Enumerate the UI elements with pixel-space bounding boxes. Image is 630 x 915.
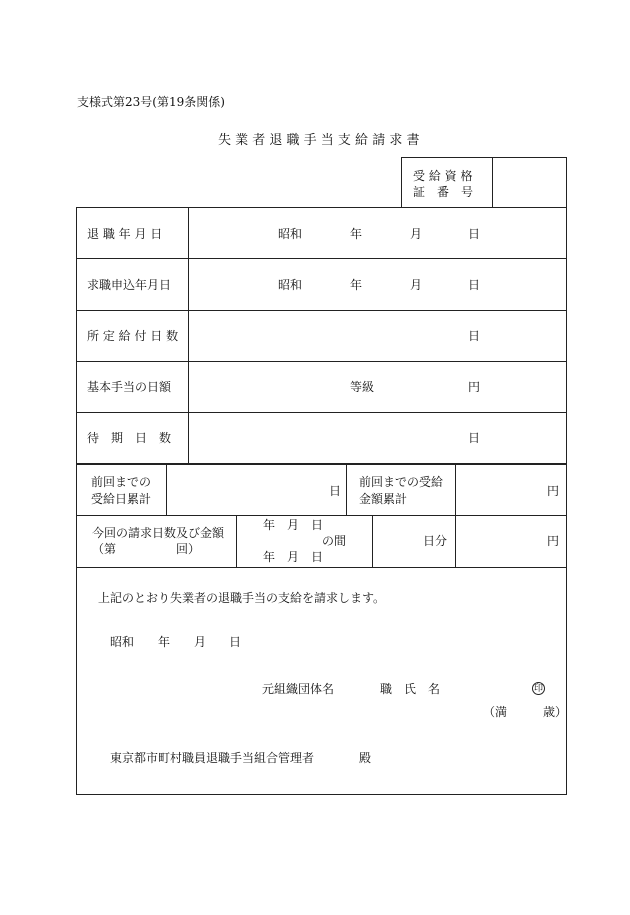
age-field[interactable]: （満 歳） bbox=[483, 705, 568, 719]
prev-amount-label-line2: 金額累計 bbox=[359, 492, 408, 506]
benefit-days-unit[interactable]: 日 bbox=[468, 329, 481, 343]
prev-divider bbox=[166, 464, 167, 515]
cert-label-line1: 受 給 資 格 bbox=[413, 169, 473, 183]
certificate-number-box bbox=[401, 157, 567, 207]
current-period-from[interactable]: 年 月 日 bbox=[263, 518, 324, 532]
row-line bbox=[76, 412, 567, 413]
form-title: 失 業 者 退 職 手 当 支 給 請 求 書 bbox=[218, 133, 420, 148]
retirement-date-month[interactable]: 月 bbox=[410, 227, 423, 241]
honorific: 殿 bbox=[359, 751, 372, 765]
current-claim-label-line1: 今回の請求日数及び金額 bbox=[92, 526, 225, 540]
retirement-date-era: 昭和 bbox=[278, 227, 303, 241]
waiting-days-label: 待 期 日 数 bbox=[87, 431, 172, 445]
certificate-number-label bbox=[402, 158, 493, 207]
prev-days-label-line2: 受給日累計 bbox=[91, 492, 152, 506]
daily-allowance-label: 基本手当の日額 bbox=[87, 380, 172, 394]
date-era: 昭和 bbox=[110, 635, 135, 649]
daily-allowance-unit[interactable]: 円 bbox=[468, 380, 481, 394]
current-days-unit[interactable]: 日分 bbox=[423, 534, 448, 548]
row-line bbox=[76, 515, 567, 516]
amount-divider bbox=[455, 464, 456, 567]
current-divider bbox=[372, 515, 373, 567]
current-divider bbox=[236, 515, 237, 567]
job-application-date-day[interactable]: 日 bbox=[468, 278, 481, 292]
job-application-date-era: 昭和 bbox=[278, 278, 303, 292]
benefit-days-label: 所 定 給 付 日 数 bbox=[87, 329, 179, 343]
seal-mark: 印 bbox=[533, 684, 543, 694]
prev-days-label-line1: 前回までの bbox=[91, 475, 152, 489]
date-year[interactable]: 年 bbox=[158, 635, 171, 649]
cert-label-line2: 証 番 号 bbox=[413, 185, 474, 199]
row-line bbox=[76, 361, 567, 362]
row-line bbox=[76, 567, 567, 568]
name-label: 職 氏 名 bbox=[380, 682, 441, 696]
job-application-date-label: 求職申込年月日 bbox=[87, 278, 172, 292]
prev-days-unit[interactable]: 日 bbox=[329, 484, 342, 498]
form-reference: 支様式第23号(第19条関係) bbox=[77, 95, 225, 109]
current-claim-label-line2: （第 回） bbox=[92, 542, 201, 556]
daily-allowance-grade[interactable]: 等級 bbox=[350, 380, 375, 394]
job-application-date-year[interactable]: 年 bbox=[350, 278, 363, 292]
addressee: 東京都市町村職員退職手当組合管理者 bbox=[110, 751, 315, 765]
prev-divider bbox=[346, 464, 347, 515]
retirement-date-label: 退 職 年 月 日 bbox=[87, 227, 163, 241]
retirement-date-year[interactable]: 年 bbox=[350, 227, 363, 241]
current-amount-unit[interactable]: 円 bbox=[547, 534, 560, 548]
current-period-to[interactable]: 年 月 日 bbox=[263, 550, 324, 564]
organization-label: 元組織団体名 bbox=[262, 682, 335, 696]
date-day[interactable]: 日 bbox=[229, 635, 242, 649]
rows-divider bbox=[188, 207, 189, 464]
waiting-days-unit[interactable]: 日 bbox=[468, 431, 481, 445]
prev-amount-label-line1: 前回までの受給 bbox=[359, 475, 444, 489]
current-period-between: の間 bbox=[322, 534, 347, 548]
date-month[interactable]: 月 bbox=[194, 635, 207, 649]
retirement-date-day[interactable]: 日 bbox=[468, 227, 481, 241]
job-application-date-month[interactable]: 月 bbox=[410, 278, 423, 292]
row-line bbox=[76, 310, 567, 311]
section-line bbox=[76, 463, 567, 465]
prev-amount-unit[interactable]: 円 bbox=[547, 484, 560, 498]
claim-statement: 上記のとおり失業者の退職手当の支給を請求します。 bbox=[98, 591, 386, 605]
row-line bbox=[76, 258, 567, 259]
